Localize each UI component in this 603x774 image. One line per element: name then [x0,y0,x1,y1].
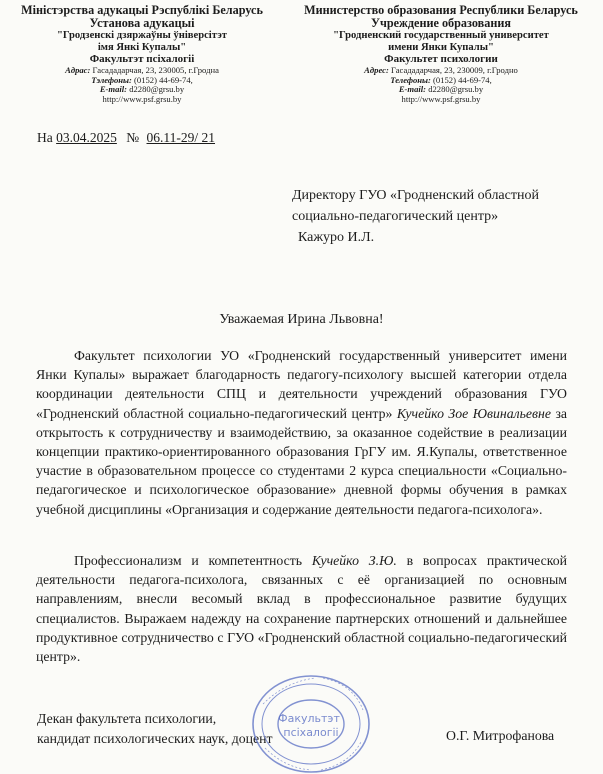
institution-type-by: Установа адукацыі [89,16,195,31]
number-prefix: № [126,130,140,145]
university-name-by-2: імя Янкі Купалы" [97,41,187,53]
body-paragraph-1 [36,346,567,519]
signatory-title [37,709,273,748]
university-name-by-1: "Гродзенскі дзяржаўны ўніверсітэт [56,30,227,42]
salutation: Уважаемая Ирина Львовна! [219,312,384,327]
email-by: E-mail: d2280@grsu.by [99,84,185,95]
document-date: 03.04.2025 [56,130,117,145]
email-ru: E-mail: d2280@grsu.by [398,84,484,95]
faculty-ru: Факультет психологии [384,53,498,66]
faculty-by: Факультэт псіхалогіі [89,53,195,66]
document-number: 06.11-29/ 21 [146,130,216,145]
signatory-title-1: Декан факультета психологии, [37,711,217,726]
institution-type-ru: Учреждение образования [371,16,511,31]
addressee-line-2: социально-педагогический центр» [292,209,499,224]
website-ru: http://www.psf.grsu.by [401,93,481,104]
stamp-text-2: псіхалогіі [283,726,339,739]
address-ru: Адрес: Гасададарчая, 23, 230009, г.Гродно [364,65,518,76]
p2-text-b: в вопросах практической деятельности педагога-психолога, связанных с её организацией по основным направлениям, внесли весомый вклад в профессиональное развитие будущих специалистов. Выражаем надежду на сохранение партнерских отношений и дальнейшее продуктивное сотрудничество с ГУО «Гродненский областной социально-педагогический центр». [36,553,568,665]
address-by: Адрас: Гасададарчая, 23, 230005, г.Гродна [65,65,219,76]
signatory-title-2: кандидат психологических наук, доцент [37,730,273,746]
website-by: http://www.psf.grsu.by [102,93,182,104]
addressee-block [292,185,539,248]
p2-text-a: Профессионализм и компетентность [74,553,303,568]
p1-text-b: за открытость к сотрудничеству и взаимодействию, за оказанное содействие в реализации концепции практико-ориентированного образования ГрГУ им. Я.Купалы, ответственное участие в образовательном процессе со студентами 2 курса специальности «Социально-педагогическое и психологическое образование» дневной формы обучения в рамках учебной дисциплины «Организация и содержание деятельности педагога-психолога». [36,405,568,517]
stamp-text-1: Факультэт [278,712,340,725]
phone-ru: Телефоны: (0152) 44-69-74, [390,74,492,85]
university-name-ru-2: имени Янки Купалы" [388,41,494,53]
letterhead-belarusian [6,4,278,105]
university-name-ru-1: "Гродненский государственный университет [333,30,549,42]
date-prefix: На [37,130,53,145]
phone-by: Тэлефоны: (0152) 44-69-74, [91,74,193,85]
addressee-line-1: Директору ГУО «Гродненский областной [292,188,539,203]
ministry-ru: Министерство образования Республики Беларусь [304,3,578,17]
reference-line [37,130,215,146]
ministry-by: Міністэрства адукацыі Рэспублікі Беларусь [21,3,263,17]
recipient-name-full: Кучейко Зое Ювинальевне [396,405,551,421]
body-paragraph-2 [36,551,567,666]
letterhead-russian [282,4,600,105]
p1-text-a: Факультет психологии УО «Гродненский государственный университет имени Янки Купалы» выражает благодарность педагогу-психологу высшей категории отдела координации деятельности СПЦ и деятельности учреждений образования ГУО «Гродненский областной социально-педагогический центр» [36,348,567,421]
addressee-name: Кажуро И.Л. [298,230,375,245]
signatory-name: О.Г. Митрофанова [446,728,555,743]
recipient-name-short: Кучейко З.Ю. [311,553,397,568]
